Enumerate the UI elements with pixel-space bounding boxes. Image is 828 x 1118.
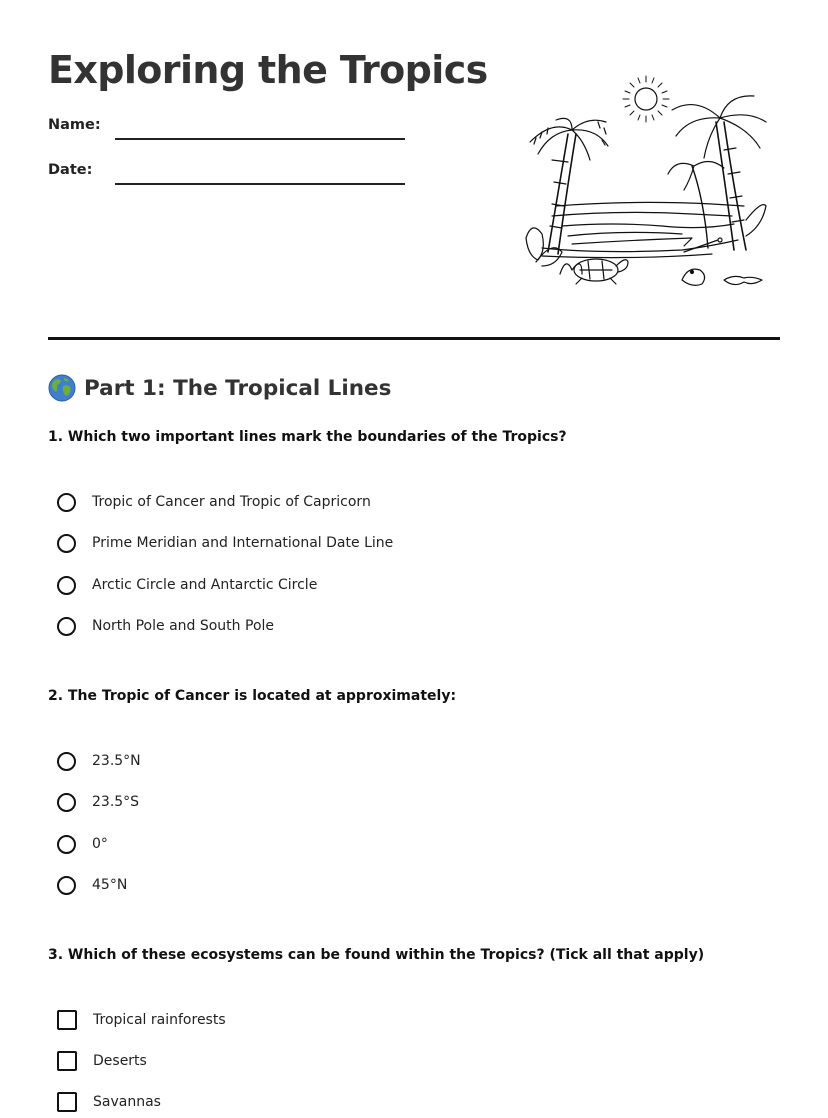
date-label: Date: — [48, 162, 93, 178]
name-label: Name: — [48, 117, 101, 133]
q3-option-2[interactable] — [57, 1049, 147, 1073]
date-field[interactable] — [115, 183, 405, 185]
radio-button[interactable] — [57, 876, 76, 895]
checkbox[interactable] — [57, 1092, 77, 1112]
name-field[interactable] — [115, 138, 405, 140]
checkbox[interactable] — [57, 1010, 77, 1030]
radio-button[interactable] — [57, 493, 76, 512]
checkbox[interactable] — [57, 1051, 77, 1071]
part1-title: Part 1: The Tropical Lines — [84, 375, 392, 401]
tropical-beach-illustration — [512, 70, 770, 298]
q2-option-3[interactable] — [57, 832, 108, 856]
q1-option-4[interactable] — [57, 614, 274, 638]
q2-option-4[interactable] — [57, 873, 127, 897]
option-label: 23.5°S — [92, 794, 140, 810]
radio-button[interactable] — [57, 835, 76, 854]
q1-option-2[interactable] — [57, 531, 393, 555]
globe-icon — [48, 374, 76, 402]
option-label: Tropical rainforests — [93, 1012, 226, 1028]
q2-option-2[interactable] — [57, 790, 139, 814]
option-label: Arctic Circle and Antarctic Circle — [92, 577, 318, 593]
option-label: Tropic of Cancer and Tropic of Capricorn — [92, 494, 371, 510]
radio-button[interactable] — [57, 752, 76, 771]
option-label: Prime Meridian and International Date Line — [92, 535, 394, 551]
q3-option-3[interactable] — [57, 1090, 161, 1114]
option-label: 45°N — [92, 877, 128, 893]
q1-option-1[interactable] — [57, 490, 371, 514]
question-3: 3. Which of these ecosystems can be found within the Tropics? (Tick all that apply) — [48, 947, 705, 963]
part1-heading — [48, 374, 391, 402]
question-2: 2. The Tropic of Cancer is located at approximately: — [48, 688, 457, 704]
option-label: North Pole and South Pole — [92, 618, 275, 634]
q2-option-1[interactable] — [57, 749, 141, 773]
radio-button[interactable] — [57, 576, 76, 595]
option-label: 23.5°N — [92, 753, 141, 769]
radio-button[interactable] — [57, 793, 76, 812]
q1-option-3[interactable] — [57, 573, 317, 597]
worksheet-title: Exploring the Tropics — [48, 48, 488, 92]
question-1: 1. Which two important lines mark the boundaries of the Tropics? — [48, 429, 567, 445]
option-label: Savannas — [93, 1094, 161, 1110]
option-label: 0° — [92, 836, 108, 852]
sun-icon — [623, 76, 669, 122]
option-label: Deserts — [93, 1053, 147, 1069]
radio-button[interactable] — [57, 534, 76, 553]
section-divider — [48, 337, 780, 340]
radio-button[interactable] — [57, 617, 76, 636]
q3-option-1[interactable] — [57, 1008, 226, 1032]
